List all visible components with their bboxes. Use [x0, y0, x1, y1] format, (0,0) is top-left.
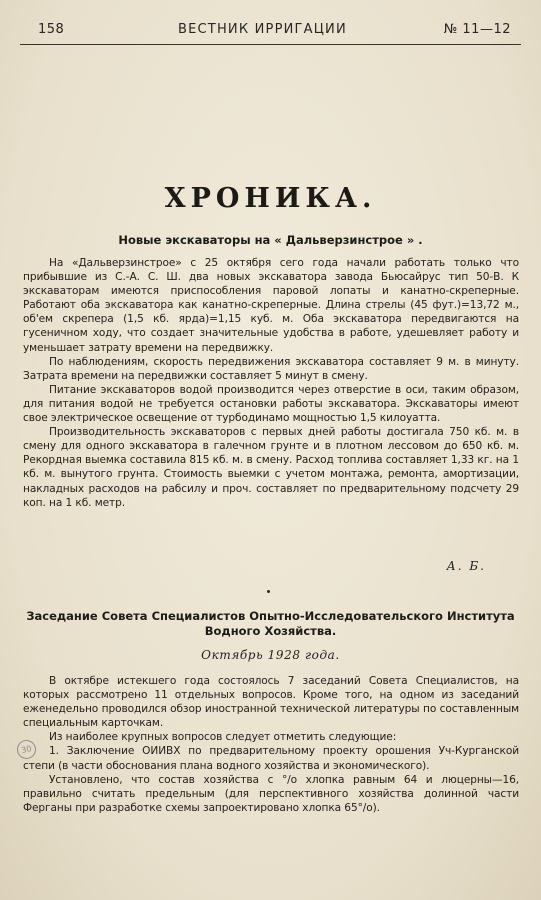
paragraph: На «Дальверзинстрое» с 25 октября сего года начали работать только что прибывшие из С.-А. С. Ш. два новых экскаватора завода Бьюсайрус тип 50-В. К экскаваторам имеются приспособления паровой лопаты и канатно-скреперные. Работают оба экскаватора как канатно-скреперные. Длина стрелы (45 фут.)=13,72 м., об'ем скрепера (1,5 кб. ярда)=1,15 куб. м. Оба экскаватора передвигаются на гусеничном ходу, что создает значительные удобства в работе, удешевляет работу и уменьшает затрату времени на передвижку.	[23, 257, 519, 354]
paragraph: В октябре истекшего года состоялось 7 заседаний Совета Специалистов, на которых рассмотрено 11 отдельных вопросов. Кроме того, на одном из заседаний еженедельно проводился обзор иностранной технической литературы по составленным специальным карточкам.	[23, 675, 519, 730]
paragraph: Производительность экскаваторов с первых дней работы достигала 750 кб. м. в смену для одного экскаватора в галечном грунте и в плотном лессовом до 650 кб. м. Рекордная выемка составила 815 кб. м. в смену. Расход топлива составляет 1,33 кг. на 1 кб. м. вынутого грунта. Стоимость выемки с учетом монтажа, ремонта, амортизации, накладных расходов на рабсилу и проч. составляет по предварительному подсчету 29 коп. на 1 кб. метр.	[23, 426, 519, 509]
paragraph: Из наиболее крупных вопросов следует отметить следующие:	[49, 731, 397, 744]
margin-stamp: 30	[15, 738, 38, 761]
paragraph: 1. Заключение ОИИВХ по предварительному проекту орошения Уч-Курганской степи (в части обоснования плана водного хозяйства и экономического).	[23, 745, 519, 772]
paragraph: По наблюдениям, скорость передвижения экскаватора составляет 9 м. в минуту. Затрата времени на передвижки составляет 5 минут в смену.	[23, 355, 519, 382]
page-number: 158	[38, 22, 65, 37]
issue-number: № 11—12	[443, 22, 511, 37]
author-signature: А. Б.	[446, 559, 486, 573]
paragraph: Установлено, что состав хозяйства с °/о хлопка равным 64 и люцерны—16, правильно считать предельным (для перспективного хозяйства долинной части Ферганы при разработке схемы запроектировано хлопка 65°/о).	[23, 773, 519, 814]
paragraph: Питание экскаваторов водой производится через отверстие в оси, таким образом, для питания водой не требуется остановки работы экскаватора. Экскаваторы имеют свое электрическое освещение от турбодинамо мощностью 1,5 килоуатта.	[23, 383, 519, 425]
header-rule	[20, 44, 521, 45]
meeting-date: Октябрь 1928 года.	[201, 648, 340, 662]
excavators-section-title: Новые экскаваторы на « Дальверзинстрое » .	[118, 233, 423, 247]
council-section-title: Заседание Совета Специалистов Опытно-Исследовательского Института Водного Хозяйства.	[26, 609, 515, 638]
chronicle-title: ХРОНИКА.	[164, 183, 377, 214]
journal-title: ВЕСТНИК ИРРИГАЦИИ	[178, 22, 347, 37]
running-header	[38, 22, 511, 42]
council-section-body	[23, 674, 519, 815]
section-divider-dot	[267, 590, 270, 593]
excavators-section-body	[23, 256, 519, 510]
